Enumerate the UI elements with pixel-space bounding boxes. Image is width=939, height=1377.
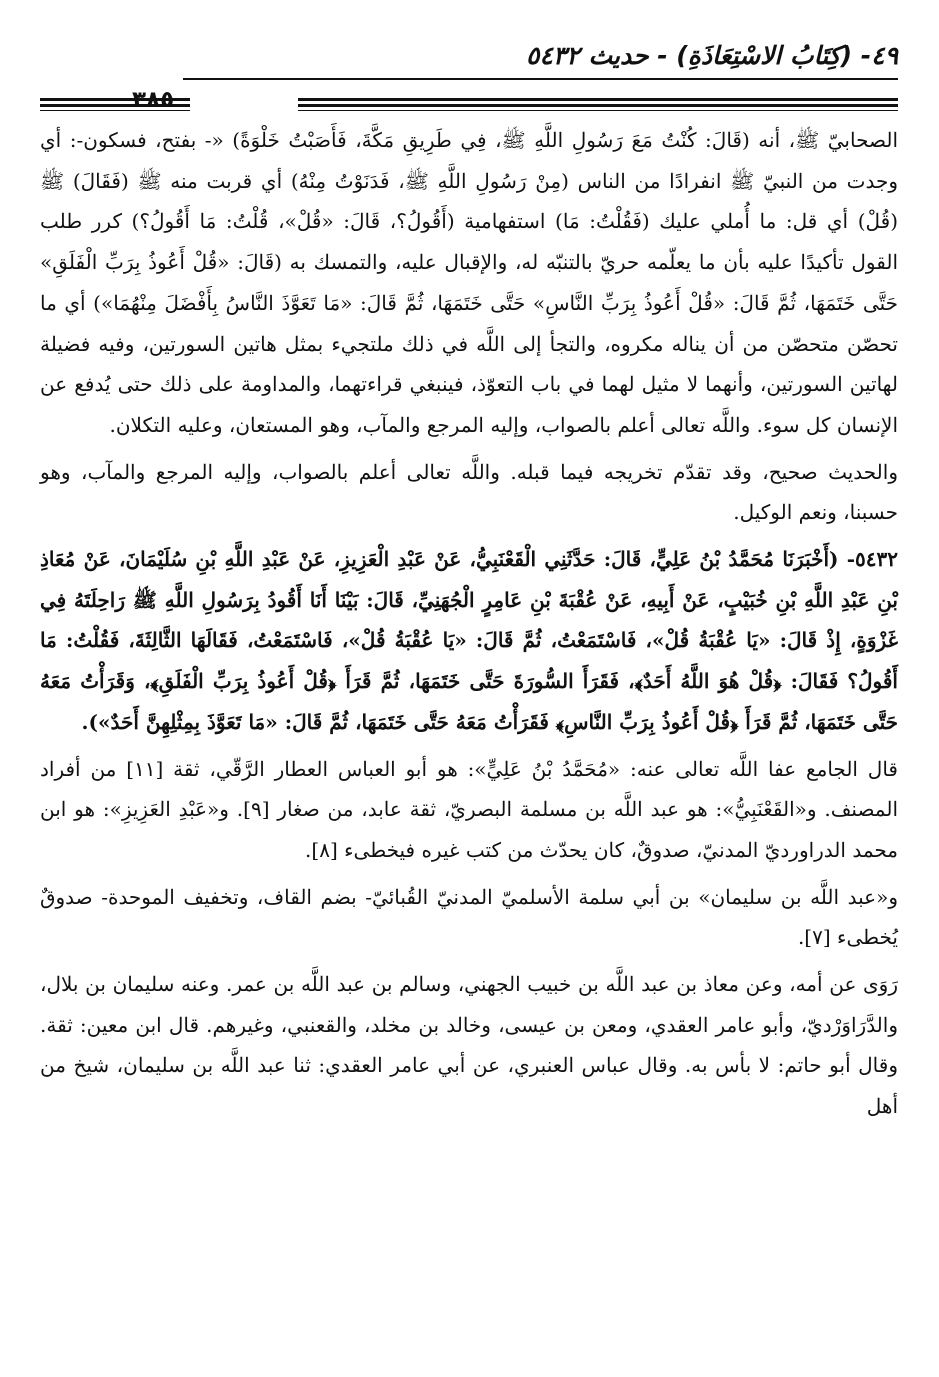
book-page [40,38,899,1119]
running-header [40,38,898,113]
page-body [40,120,898,1127]
narrator-note: قال الجامع عفا اللَّه تعالى عنه: «مُحَمَّدُ بْنُ عَلِيٍّ»: هو أبو العباس العطار الرَّقّي، ثقة [١١] من أفراد المصنف. و«القَعْنَبِيُّ»: هو عبد اللَّه بن مسلمة البصريّ، ثقة عابد، من صغار [٩]. و«عَبْدِ العَزِيزِ»: هو ابن محمد الدراورديّ المدنيّ، صدوقٌ، كان يحدّث من كتب غيره فيخطىء [٨]. [40,756,899,862]
narrator-note: رَوَى عن أمه، وعن معاذ بن عبد اللَّه بن خبيب الجهني، وسالم بن عبد اللَّه بن عمر. وعنه سليمان بن بلال، والدَّرَاوَرْديّ، وأبو عامر العقدي، ومعن بن عيسى، وخالد بن مخلد، والقعنبي، وغيرهم. قال ابن معين: ثقة. وقال أبو حاتم: لا بأس به. وقال عباس العنبري، عن أبي عامر العقدي: ثنا عبد اللَّه بن سليمان، شيخ من أهل [40,972,899,1119]
commentary-paragraph: والحديث صحيح، وقد تقدّم تخريجه فيما قبله. واللَّه تعالى أعلم بالصواب، وإليه المرجع والمآب، وهو حسبنا، ونعم الوكيل. [40,459,898,525]
header-rule-right [298,110,898,111]
narrator-note: و«عبد اللَّه بن سليمان» بن أبي سلمة الأسلميّ المدنيّ القُبائيّ- بضم القاف، وتخفيف الموحدة- صدوقٌ يُخطىء [٧]. [40,884,898,950]
header-title: ٤٩- (كِتَابُ الاسْتِعَاذَةِ) - حديث ٥٤٣٢ [526,41,898,70]
commentary-paragraph: الصحابيّ ﷺ، أنه (قَالَ: كُنْتُ مَعَ رَسُولِ اللَّهِ ﷺ، فِي طَرِيقِ مَكَّةَ، فَأَصَبْتُ خَلْوَةً) «- بفتح، فسكون-: أي وجدت من النبيّ ﷺ انفرادًا من الناس (مِنْ رَسُولِ اللَّهِ ﷺ، فَدَنَوْتُ مِنْهُ) أي قربت منه ﷺ (فَقَالَ) ﷺ (قُلْ) أي قل: ما أُملي عليك (فَقُلْتُ: مَا) استفهامية (أَقُولُ؟، قَالَ: «قُلْ»، قُلْتُ: مَا أَقُولُ؟) كرر طلب القول تأكيدًا عليه بأن ما يعلّمه حريّ بالتنبّه له، والإقبال عليه، والتمسك به (قَالَ: «قُلْ أَعُوذُ بِرَبِّ الْفَلَقِ» حَتَّى خَتَمَهَا، ثُمَّ قَالَ: «قُلْ أَعُوذُ بِرَبِّ النَّاسِ» حَتَّى خَتَمَهَا، ثُمَّ قَالَ: «مَا تَعَوَّذَ النَّاسُ بِأَفْضَلَ مِنْهُمَا») أي ما تحصّن متحصّن من أن يناله مكروه، والتجأ إلى اللَّه في ذلك ملتجيء بمثل هاتين السورتين، وفيه فضيلة لهاتين السورتين، وأنهما لا مثيل لهما في باب التعوّذ، فينبغي قراءتهما، والمداومة على ذلك حتى يُدفع عن الإنسان كل سوء. واللَّه تعالى أعلم بالصواب، وإليه المرجع والمآب، وهو المستعان، وعليه التكلان. [40,128,898,437]
header-rule-right [298,98,898,101]
header-rule-top [183,78,898,80]
hadith-text: ٥٤٣٢- (أَخْبَرَنَا مُحَمَّدُ بْنُ عَلِيٍّ، قَالَ: حَدَّثَنِي الْقَعْنَبِيُّ، عَنْ عَبْدِ الْعَزِيزِ، عَنْ عَبْدِ اللَّهِ بْنِ سُلَيْمَانَ، عَنْ مُعَاذِ بْنِ عَبْدِ اللَّهِ بْنِ خُبَيْبٍ، عَنْ أَبِيهِ، عَنْ عُقْبَةَ بْنِ عَامِرٍ الْجُهَنِيِّ، قَالَ: بَيْنَا أَنَا أَقُودُ بِرَسُولِ اللَّهِ ﷺ رَاحِلَتَهُ فِي غَزْوَةٍ، إِذْ قَالَ: «يَا عُقْبَةُ قُلْ»، فَاسْتَمَعْتُ، ثُمَّ قَالَ: «يَا عُقْبَةُ قُلْ»، فَاسْتَمَعْتُ، فَقَالَهَا الثَّالِثَةَ، فَقُلْتُ: مَا أَقُولُ؟ فَقَالَ: ﴿قُلْ هُوَ اللَّهُ أَحَدٌ﴾، فَقَرَأَ السُّورَةَ حَتَّى خَتَمَهَا، ثُمَّ قَرَأَ ﴿قُلْ أَعُوذُ بِرَبِّ الْفَلَقِ﴾، وَقَرَأْتُ مَعَهُ حَتَّى خَتَمَهَا، ثُمَّ قَرَأَ ﴿قُلْ أَعُوذُ بِرَبِّ النَّاسِ﴾ فَقَرَأْتُ مَعَهُ حَتَّى خَتَمَهَا، ثُمَّ قَالَ: «مَا تَعَوَّذَ بِمِثْلِهِنَّ أَحَدٌ»). [40,547,898,734]
page-number: ٣٨٥ [132,87,175,113]
header-rule-right [298,104,898,107]
